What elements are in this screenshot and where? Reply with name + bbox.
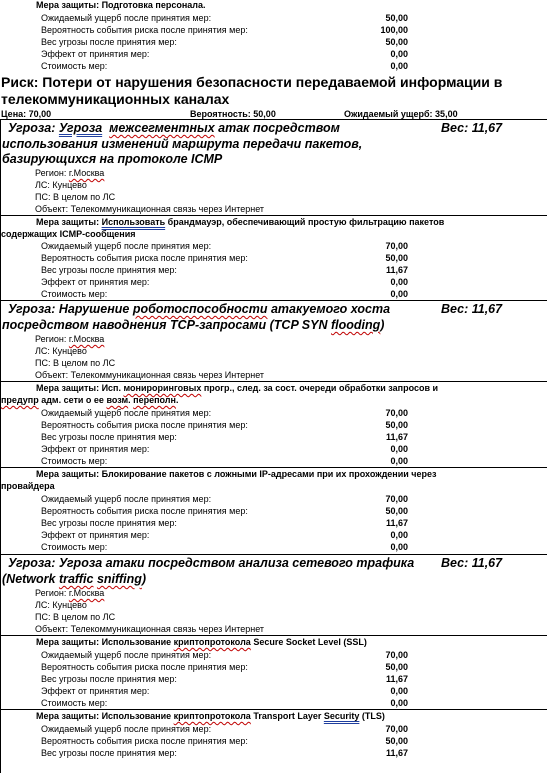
row-value: 50,00 xyxy=(385,662,408,672)
object: Объект: Телекоммуникационная связь через Интернет xyxy=(35,204,265,214)
row-value: 50,00 xyxy=(385,37,408,47)
ls: ЛС: Кунцево xyxy=(35,600,87,610)
risk-probability: Вероятность: 50,00 xyxy=(190,109,276,119)
row-label: Эффект от принятия мер: xyxy=(41,530,150,540)
row-label: Ожидаемый ущерб после принятия мер: xyxy=(41,13,212,23)
row-value: 0,00 xyxy=(390,444,408,454)
row-value: 11,67 xyxy=(385,265,408,275)
divider xyxy=(0,554,547,555)
row-value: 50,00 xyxy=(385,736,408,746)
row-value: 70,00 xyxy=(385,650,408,660)
row-label: Вес угрозы после принятия мер: xyxy=(41,518,177,528)
measure-title: Мера защиты: Исп. монироринговых прогр., след. за сост. очереди обработки запросов и xyxy=(36,383,439,393)
row-value: 11,67 xyxy=(385,518,408,528)
row-label: Стоимость мер: xyxy=(41,289,108,299)
risk-price: Цена: 70,00 xyxy=(1,109,52,119)
row-label: Вес угрозы после принятия мер: xyxy=(41,37,177,47)
row-value: 70,00 xyxy=(385,494,408,504)
row-label: Ожидаемый ущерб после принятия мер: xyxy=(41,650,212,660)
divider xyxy=(0,381,547,382)
left-border xyxy=(0,119,1,773)
measure-title: Мера защиты: Использовать брандмауэр, обеспечивающий простую фильтрацию пакетов xyxy=(36,217,445,227)
threat-weight: Вес: 11,67 xyxy=(441,121,503,135)
divider xyxy=(0,635,547,636)
row-value: 50,00 xyxy=(385,420,408,430)
object: Объект: Телекоммуникационная связь через Интернет xyxy=(35,624,265,634)
threat-title-line2: посредством наводнения TCP-запросами (TCP SYN flooding) xyxy=(2,318,385,332)
risk-title-line2: телекоммуникационных каналах xyxy=(1,91,230,107)
threat-title-line1: Угроза: Нарушение роботоспособности атакуемого хоста xyxy=(8,302,391,316)
row-label: Вероятность события риска после принятия мер: xyxy=(41,736,248,746)
ls: ЛС: Кунцево xyxy=(35,346,87,356)
row-label: Вероятность события риска после принятия мер: xyxy=(41,506,248,516)
risk-damage: Ожидаемый ущерб: 35,00 xyxy=(344,109,458,119)
row-value: 0,00 xyxy=(390,277,408,287)
row-value: 0,00 xyxy=(390,542,408,552)
row-label: Стоимость мер: xyxy=(41,542,108,552)
row-value: 0,00 xyxy=(390,456,408,466)
row-label: Вес угрозы после принятия мер: xyxy=(41,674,177,684)
row-label: Ожидаемый ущерб после принятия мер: xyxy=(41,494,212,504)
row-label: Ожидаемый ущерб после принятия мер: xyxy=(41,241,212,251)
row-value: 100,00 xyxy=(380,25,408,35)
threat-title-line3: базирующихся на протоколе ICMP xyxy=(2,152,223,166)
row-label: Вероятность события риска после принятия мер: xyxy=(41,420,248,430)
row-value: 50,00 xyxy=(385,506,408,516)
row-label: Стоимость мер: xyxy=(41,61,108,71)
divider xyxy=(0,467,547,468)
row-value: 50,00 xyxy=(385,13,408,23)
row-value: 11,67 xyxy=(385,432,408,442)
row-label: Стоимость мер: xyxy=(41,456,108,466)
row-value: 11,67 xyxy=(385,674,408,684)
row-label: Вероятность события риска после принятия мер: xyxy=(41,253,248,263)
row-value: 50,00 xyxy=(385,253,408,263)
row-label: Вес угрозы после принятия мер: xyxy=(41,432,177,442)
threat-weight: Вес: 11,67 xyxy=(441,302,503,316)
region: Регион: г.Москва xyxy=(35,334,105,344)
row-label: Эффект от принятия мер: xyxy=(41,277,150,287)
measure-title: Мера защиты: Подготовка персонала. xyxy=(36,0,206,10)
row-label: Вес угрозы после принятия мер: xyxy=(41,265,177,275)
row-value: 70,00 xyxy=(385,724,408,734)
ps: ПС: В целом по ЛС xyxy=(35,192,116,202)
ps: ПС: В целом по ЛС xyxy=(35,358,116,368)
row-value: 0,00 xyxy=(390,49,408,59)
measure-title-line2: содержащих ICMP-сообщения xyxy=(1,229,136,239)
threat-title-line2: (Network traffic sniffing) xyxy=(2,572,147,586)
row-value: 70,00 xyxy=(385,241,408,251)
row-label: Вероятность события риска после принятия мер: xyxy=(41,25,248,35)
row-label: Эффект от принятия мер: xyxy=(41,444,150,454)
measure-title: Мера защиты: Блокирование пакетов с ложными IP-адресами при их прохождении через xyxy=(36,469,437,479)
row-label: Стоимость мер: xyxy=(41,698,108,708)
risk-title-line1: Риск: Потери от нарушения безопасности передаваемой информации в xyxy=(1,74,503,90)
object: Объект: Телекоммуникационная связь через Интернет xyxy=(35,370,265,380)
measure-title-line2: предупр адм. сети о ее возм. переполн. xyxy=(1,395,179,405)
row-value: 0,00 xyxy=(390,698,408,708)
row-label: Ожидаемый ущерб после принятия мер: xyxy=(41,724,212,734)
ls: ЛС: Кунцево xyxy=(35,180,87,190)
row-value: 0,00 xyxy=(390,61,408,71)
measure-title-line2: провайдера xyxy=(1,481,55,491)
region: Регион: г.Москва xyxy=(35,168,105,178)
divider xyxy=(0,300,547,301)
region: Регион: г.Москва xyxy=(35,588,105,598)
row-value: 70,00 xyxy=(385,408,408,418)
threat-weight: Вес: 11,67 xyxy=(441,556,503,570)
row-value: 0,00 xyxy=(390,289,408,299)
threat-title-line1: Угроза: Угроза межсегментных атак посредством xyxy=(8,121,340,135)
threat-title-line2: использования изменений маршрута передачи пакетов, xyxy=(2,137,363,151)
row-label: Вероятность события риска после принятия мер: xyxy=(41,662,248,672)
row-label: Ожидаемый ущерб после принятия мер: xyxy=(41,408,212,418)
measure-title: Мера защиты: Использование криптопротокола Secure Socket Level (SSL) xyxy=(36,637,367,647)
threat-title-line1: Угроза: Угроза атаки посредством анализа сетевого трафика xyxy=(8,556,415,570)
measure-title: Мера защиты: Использование криптопротокола Transport Layer Security (TLS) xyxy=(36,711,385,721)
divider xyxy=(0,709,547,710)
divider xyxy=(0,215,547,216)
row-value: 0,00 xyxy=(390,686,408,696)
row-label: Эффект от принятия мер: xyxy=(41,686,150,696)
divider xyxy=(0,119,547,120)
row-value: 11,67 xyxy=(385,748,408,758)
row-label: Вес угрозы после принятия мер: xyxy=(41,748,177,758)
row-value: 0,00 xyxy=(390,530,408,540)
row-label: Эффект от принятия мер: xyxy=(41,49,150,59)
ps: ПС: В целом по ЛС xyxy=(35,612,116,622)
